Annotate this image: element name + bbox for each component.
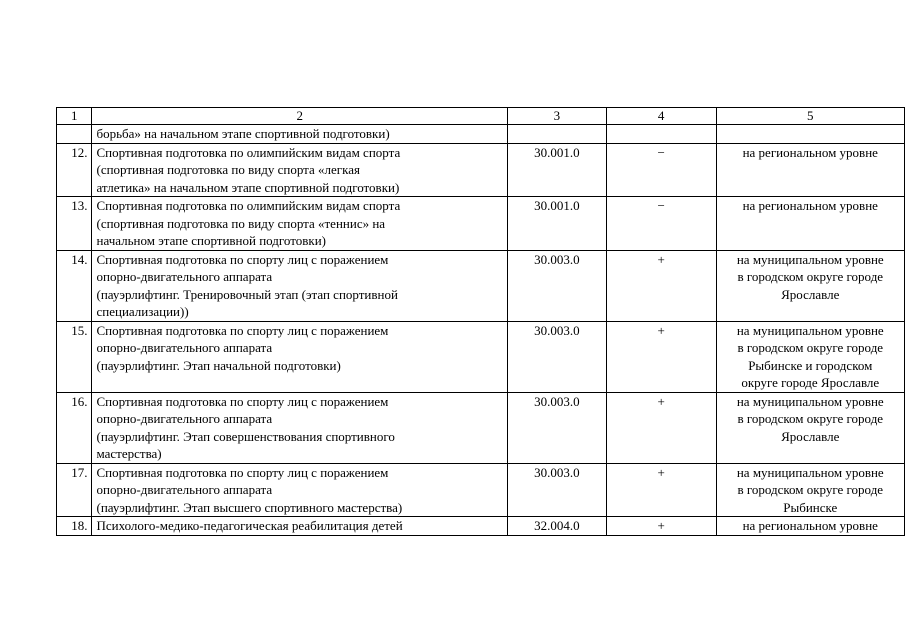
- level-cell: [716, 463, 904, 517]
- level-line: Ярославле: [781, 428, 840, 444]
- header-col-3: 3: [507, 108, 606, 125]
- level-line: на региональном уровне: [742, 198, 878, 213]
- service-name-line: Спортивная подготовка по олимпийским видам спорта: [96, 144, 401, 160]
- row-number: 16.: [71, 393, 88, 409]
- service-name-cell: [92, 143, 507, 197]
- flag-cell: [606, 143, 716, 197]
- header-row: [57, 108, 905, 125]
- service-name-line: (пауэрлифтинг. Тренировочный этап (этап спортивной: [96, 286, 398, 302]
- service-code-cell: [507, 125, 606, 144]
- service-name-line: начальном этапе спортивной подготовки): [96, 233, 326, 248]
- service-code-cell: [507, 463, 606, 517]
- flag-cell: [606, 321, 716, 392]
- service-code-cell: [507, 392, 606, 463]
- row-number: 18.: [71, 518, 88, 533]
- service-code-cell: [507, 197, 606, 251]
- service-name-line: Спортивная подготовка по спорту лиц с поражением: [96, 322, 389, 338]
- service-name-line: мастерства): [96, 446, 162, 461]
- row-number-cell: [57, 392, 92, 463]
- level-line: Рыбинске и городском: [748, 357, 873, 373]
- level-line: округе городе Ярославле: [741, 375, 880, 390]
- table-row: [57, 143, 905, 197]
- row-number: 12.: [71, 144, 88, 160]
- flag-cell: [606, 517, 716, 536]
- level-line: в городском округе городе: [737, 482, 884, 497]
- service-name-line: борьба» на начальном этапе спортивной подготовки): [96, 126, 390, 141]
- service-name-line: опорно-двигательного аппарата: [96, 340, 273, 355]
- level-line: Ярославле: [781, 286, 840, 302]
- service-code: 30.003.0: [534, 393, 580, 409]
- row-number: 15.: [71, 322, 88, 338]
- service-name-line: специализации)): [96, 304, 189, 319]
- row-number-cell: [57, 517, 92, 536]
- header-col-2: 2: [92, 108, 507, 125]
- service-name-line: опорно-двигательного аппарата: [96, 269, 273, 284]
- level-line: на региональном уровне: [742, 144, 878, 160]
- service-name-line: (спортивная подготовка по виду спорта «теннис» на: [96, 215, 386, 231]
- level-cell: [716, 392, 904, 463]
- row-number: 13.: [71, 198, 88, 213]
- service-name-line: Спортивная подготовка по олимпийским видам спорта: [96, 198, 401, 213]
- flag-mark: −: [657, 144, 665, 160]
- service-name-line: Психолого-медико-педагогическая реабилитация детей: [96, 518, 403, 533]
- row-number-cell: [57, 125, 92, 144]
- service-name-line: Спортивная подготовка по спорту лиц с поражением: [96, 464, 389, 480]
- row-number: 17.: [71, 464, 88, 480]
- service-name-line: атлетика» на начальном этапе спортивной подготовки): [96, 179, 400, 195]
- table-row: [57, 197, 905, 251]
- flag-cell: [606, 197, 716, 251]
- table-row: [57, 321, 905, 392]
- flag-mark: +: [657, 322, 665, 338]
- service-name-cell: [92, 125, 507, 144]
- table-row: [57, 125, 905, 144]
- row-number-cell: [57, 250, 92, 321]
- flag-mark: +: [657, 464, 665, 480]
- service-name-line: опорно-двигательного аппарата: [96, 411, 273, 426]
- level-line: на муниципальном уровне: [736, 322, 884, 338]
- table-row: [57, 463, 905, 517]
- table-row: [57, 392, 905, 463]
- row-number: 14.: [71, 251, 88, 267]
- service-code: 30.003.0: [534, 322, 580, 338]
- service-code: 32.004.0: [534, 518, 580, 533]
- service-name-line: Спортивная подготовка по спорту лиц с поражением: [96, 393, 389, 409]
- service-name-cell: [92, 197, 507, 251]
- flag-cell: [606, 463, 716, 517]
- service-name-cell: [92, 321, 507, 392]
- service-name-cell: [92, 517, 507, 536]
- level-line: на региональном уровне: [742, 518, 878, 533]
- service-code: 30.001.0: [534, 198, 580, 213]
- table-row: [57, 517, 905, 536]
- header-col-1: 1: [57, 108, 92, 125]
- service-code-cell: [507, 143, 606, 197]
- service-code: 30.003.0: [534, 251, 580, 267]
- table-body: [57, 125, 905, 536]
- flag-cell: [606, 250, 716, 321]
- level-cell: [716, 250, 904, 321]
- flag-mark: +: [657, 518, 665, 533]
- flag-mark: +: [657, 251, 665, 267]
- level-cell: [716, 143, 904, 197]
- level-line: в городском округе городе: [737, 340, 884, 355]
- table-row: [57, 250, 905, 321]
- header-col-5: 5: [716, 108, 904, 125]
- row-number-cell: [57, 321, 92, 392]
- row-number-cell: [57, 143, 92, 197]
- service-code: 30.001.0: [534, 144, 580, 160]
- service-code-cell: [507, 321, 606, 392]
- level-line: на муниципальном уровне: [736, 464, 884, 480]
- service-name-line: (спортивная подготовка по виду спорта «легкая: [96, 162, 360, 177]
- service-name-line: (пауэрлифтинг. Этап начальной подготовки): [96, 357, 341, 373]
- service-name-line: (пауэрлифтинг. Этап совершенствования спортивного: [96, 428, 395, 444]
- flag-mark: −: [657, 198, 665, 213]
- service-code-cell: [507, 517, 606, 536]
- level-line: Рыбинске: [783, 499, 838, 515]
- flag-cell: [606, 392, 716, 463]
- service-name-line: (пауэрлифтинг. Этап высшего спортивного мастерства): [96, 499, 403, 515]
- row-number-cell: [57, 197, 92, 251]
- service-name-cell: [92, 250, 507, 321]
- level-cell: [716, 197, 904, 251]
- services-table: [56, 107, 905, 536]
- level-line: на муниципальном уровне: [736, 251, 884, 267]
- row-number-cell: [57, 463, 92, 517]
- flag-cell: [606, 125, 716, 144]
- service-code-cell: [507, 250, 606, 321]
- level-cell: [716, 517, 904, 536]
- flag-mark: +: [657, 393, 665, 409]
- service-name-cell: [92, 463, 507, 517]
- header-col-4: 4: [606, 108, 716, 125]
- service-code: 30.003.0: [534, 464, 580, 480]
- service-name-line: опорно-двигательного аппарата: [96, 482, 273, 497]
- level-cell: [716, 125, 904, 144]
- service-name-cell: [92, 392, 507, 463]
- level-line: в городском округе городе: [737, 269, 884, 284]
- level-cell: [716, 321, 904, 392]
- service-name-line: Спортивная подготовка по спорту лиц с поражением: [96, 251, 389, 267]
- level-line: в городском округе городе: [737, 411, 884, 426]
- level-line: на муниципальном уровне: [736, 393, 884, 409]
